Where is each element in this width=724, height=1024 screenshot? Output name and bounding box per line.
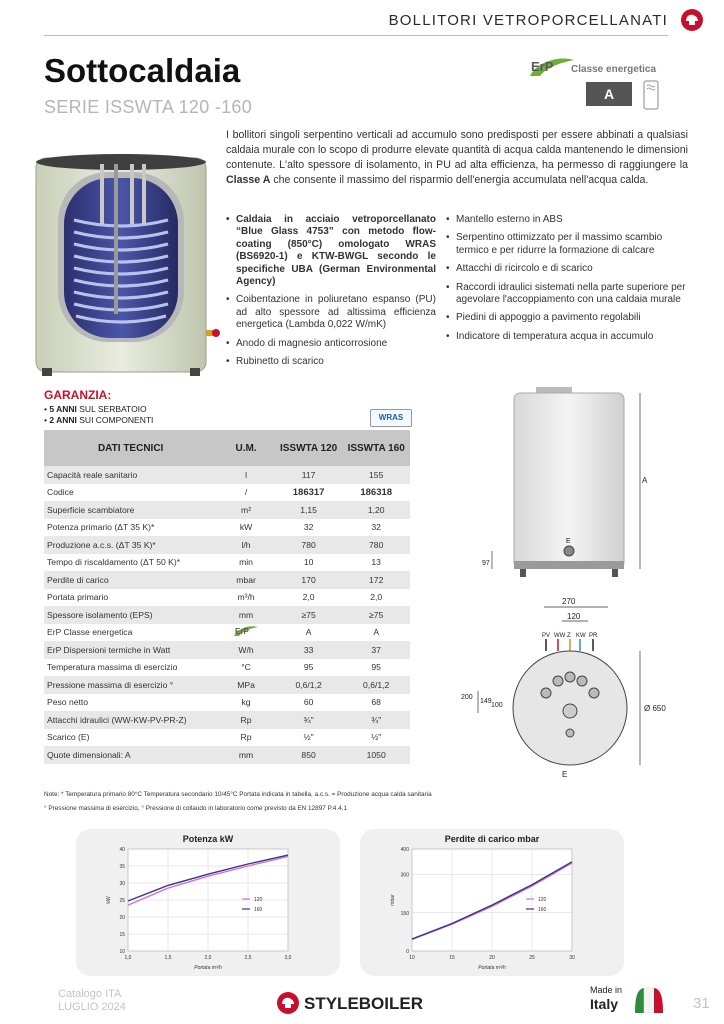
made-in-label: Made in [590,985,623,995]
dim-120: 120 [567,612,581,621]
table-cell-label: ErP Dispersioni termiche in Watt [44,641,217,659]
italian-flag-icon [632,985,666,1015]
table-cell-value: 780 [342,536,410,554]
table-cell-value: 1,15 [275,501,343,519]
table-cell-unit: l/h [217,536,275,554]
table-row [44,501,410,519]
table-cell-label: Peso netto [44,694,217,712]
dim-270: 270 [562,597,576,606]
warranty-item: • 5 ANNI SUL SERBATOIO [44,404,147,414]
table-cell-label: Potenza primario (ΔT 35 K)* [44,519,217,537]
table-header: U.M. [217,430,275,466]
chart-x-label: Portata m³/h [478,965,506,971]
table-cell-label: Superficie scambiatore [44,501,217,519]
drawing-label-a: A [642,476,648,485]
table-cell-label: ErP Classe energetica [44,624,217,642]
table-cell-unit: m² [217,501,275,519]
svg-text:ErP: ErP [235,627,249,637]
table-cell-value: 186318 [342,484,410,502]
warranty-years: 2 ANNI [49,415,77,425]
table-cell-value: ½" [275,729,343,747]
features-list-right [446,214,696,349]
table-header: ISSWTA 160 [342,430,410,466]
table-cell-value: A [342,624,410,642]
table-body [44,466,410,764]
table-cell-unit: / [217,484,275,502]
top-view-drawing [458,593,668,783]
conn-pr: PR [589,633,598,639]
table-row [44,466,410,484]
table-cell-unit: mm [217,746,275,764]
feature-item: • Serpentino ottimizzato per il massimo scambio termico e per ridurre la formazione di calcare [446,232,696,257]
chart-pressure-loss-svg [360,829,624,976]
chart-y-label: mbar [390,894,396,906]
front-view-drawing [478,385,653,585]
wras-badge: WRAS [370,409,412,427]
chart-y-label: kW [106,896,112,904]
features-list-left [226,214,436,374]
energy-class-label: Classe energetica [571,64,657,75]
table-cell-label: Spessore isolamento (EPS) [44,606,217,624]
table-cell-label: Pressione massima di esercizio ° [44,676,217,694]
conn-ww: WW [554,633,566,639]
table-note: Note: * Temperatura primario 80°C Temperatura secondario 10/45°C Portata indicata in tabella, a.c.s. = Produzione acqua calda sanitaria [44,791,432,798]
feature-item: • Raccordi idraulici sistemati nella parte superiore per agevolare l'accoppiamento con una caldaia murale [446,282,696,307]
table-cell-unit: W/h [217,641,275,659]
chart-x-tick: 1,0 [124,955,132,961]
table-note: ° Pressione massima di esercizio, ° Pressione di collaudo in laboratorio come previsto da EN 12897 P.4.4.1 [44,805,348,812]
header-divider [44,35,668,36]
dim-97: 97 [482,560,490,567]
table-row [44,676,410,694]
warranty-title: GARANZIA: [44,388,112,402]
table-cell-value: 95 [342,659,410,677]
table-cell-value: 117 [275,466,343,484]
table-cell-unit: mbar [217,571,275,589]
table-cell-label: Tempo di riscaldamento (ΔT 50 K)* [44,554,217,572]
table-cell-value: 95 [275,659,343,677]
feature-item: • Mantello esterno in ABS [446,214,696,226]
table-cell-unit: Rp [217,711,275,729]
feature-item: • Attacchi di ricircolo e di scarico [446,263,696,275]
table-cell-unit: °C [217,659,275,677]
drawing-label-e2: E [562,770,568,779]
table-cell-label: Temperatura massima di esercizio [44,659,217,677]
table-row [44,484,410,502]
erp-logo [528,56,576,78]
chart-x-tick: 25 [529,955,535,961]
feature-item: • Indicatore di temperatura acqua in accumulo [446,331,696,343]
table-cell-value: 13 [342,554,410,572]
chart-x-tick: 10 [409,955,415,961]
table-cell-label: Quote dimensionali: A [44,746,217,764]
table-cell-value: ¾" [342,711,410,729]
erp-logo-text: ErP [531,59,554,74]
feature-item: • Piedini di appoggio a pavimento regolabili [446,312,696,324]
chart-legend-label: 160 [538,907,547,913]
warranty-scope: SUI COMPONENTI [76,415,154,425]
table-cell-value: 2,0 [342,589,410,607]
intro-paragraph [226,128,688,188]
table-header: DATI TECNICI [44,430,217,466]
feature-item: • Rubinetto di scarico [226,356,436,368]
energy-class-badge: A [586,82,632,106]
chart-y-tick: 150 [400,910,409,917]
feature-item: • Anodo di magnesio anticorrosione [226,338,436,350]
chart-y-tick: 300 [400,872,409,879]
styleboiler-logo-icon [680,8,704,32]
footer-catalog-date: LUGLIO 2024 [58,1001,126,1013]
table-cell-value: 2,0 [275,589,343,607]
chart-x-tick: 2,5 [244,955,252,961]
table-cell-value: 32 [342,519,410,537]
table-cell-value: 172 [342,571,410,589]
table-cell-value: ¾" [275,711,343,729]
chart-x-label: Portata m³/h [194,965,222,971]
dim-100: 100 [491,702,503,709]
table-row [44,589,410,607]
table-row [44,641,410,659]
table-cell-label: Produzione a.c.s. (ΔT 35 K)* [44,536,217,554]
table-cell-value: ≥75 [275,606,343,624]
table-cell-value: 850 [275,746,343,764]
page-number: 31 [693,995,710,1012]
chart-legend-label: 120 [538,897,547,903]
chart-y-tick: 25 [119,898,125,904]
chart-y-tick: 400 [400,847,409,853]
table-row [44,711,410,729]
chart-y-tick: 40 [119,847,125,853]
warranty-scope: SUL SERBATOIO [76,404,147,414]
chart-x-tick: 20 [489,955,495,961]
table-cell-value: 186317 [275,484,343,502]
page-subtitle: SERIE ISSWTA 120 -160 [44,97,253,117]
conn-pv: PV [542,633,551,639]
boiler-cutaway-image [34,150,220,378]
table-cell-label: Portata primario [44,589,217,607]
table-cell-value: 0,6/1,2 [275,676,343,694]
header-title: BOLLITORI VETROPORCELLANATI [388,12,668,29]
warranty-list [44,404,153,426]
chart-y-tick: 30 [119,881,125,887]
table-cell-unit: Rp [217,729,275,747]
table-cell-value: 0,6/1,2 [342,676,410,694]
table-cell-value: ½" [342,729,410,747]
table-row [44,659,410,677]
table-row [44,606,410,624]
chart-legend-label: 120 [254,897,263,903]
chart-legend-label: 160 [254,907,263,913]
table-cell-label: Perdite di carico [44,571,217,589]
intro-text-1: I bollitori singoli serpentino verticali ad accumulo sono predisposti per essere abbinati a qualsiasi caldaia murale con lo scopo di produrre elevate quantità di acqua calda mantenendo le dimensioni contenute. L'alto spessore di isolamento, in PU ad alta efficienza, ha permesso di raggiungere la [226,129,688,171]
conn-kw: KW [576,633,586,639]
table-cell-value: 68 [342,694,410,712]
table-row [44,729,410,747]
table-cell-value: 60 [275,694,343,712]
chart-title: Potenza kW [182,834,234,844]
table-row [44,624,410,642]
table-cell-value: 155 [342,466,410,484]
footer-catalog-line: Catalogo ITA [58,988,122,1000]
table-header-row [44,430,410,466]
table-cell-value: 33 [275,641,343,659]
table-row [44,694,410,712]
chart-pressure-loss [360,829,624,976]
warranty-years: 5 ANNI [49,404,77,414]
dim-650: Ø 650 [644,704,666,713]
table-cell-label: Capacità reale sanitario [44,466,217,484]
chart-y-tick: 15 [119,932,125,938]
feature-item: • Caldaia in acciaio vetroporcellanato “Blue Glass 4753” con metodo flow-coating (850°C) omologato WRAS (BS6920-1) e KTW-BWGL secondo le specifiche UBA (German Environmental Agency) [226,214,436,288]
table-cell-value: 1,20 [342,501,410,519]
table-cell-value: 32 [275,519,343,537]
chart-x-tick: 15 [449,955,455,961]
table-cell-value: 1050 [342,746,410,764]
page-title: Sottocaldaia [44,52,241,89]
footer-catalog [58,988,126,1014]
table-cell-value: 780 [275,536,343,554]
dim-149: 149 [480,698,492,705]
chart-power [76,829,340,976]
table-cell-unit: mm [217,606,275,624]
chart-title: Perdite di carico mbar [444,834,540,844]
table-cell-value: 170 [275,571,343,589]
table-row [44,554,410,572]
technical-data-table [44,430,410,764]
table-cell-unit: MPa [217,676,275,694]
table-row [44,519,410,537]
intro-text-2: che consente il massimo del risparmio dell'energia accumulata nell'acqua calda. [270,174,649,186]
table-cell-unit: kg [217,694,275,712]
chart-x-tick: 2,0 [204,955,212,961]
styleboiler-brand-logo [276,991,452,1015]
brand-name: STYLEBOILER [304,994,424,1013]
chart-y-tick: 35 [119,864,125,870]
table-cell-label: Scarico (E) [44,729,217,747]
drawing-label-e: E [566,538,571,545]
chart-y-tick: 0 [406,949,409,955]
warranty-item: • 2 ANNI SUI COMPONENTI [44,415,154,425]
table-cell-value: 37 [342,641,410,659]
table-cell-label: Attacchi idraulici (WW-KW-PV-PR-Z) [44,711,217,729]
table-row [44,571,410,589]
table-row [44,746,410,764]
table-cell-value: ≥75 [342,606,410,624]
chart-x-tick: 30 [569,955,575,961]
dim-200: 200 [461,694,473,701]
table-header: ISSWTA 120 [275,430,343,466]
table-cell-value: A [275,624,343,642]
table-row [44,536,410,554]
italy-label: Italy [590,996,619,1012]
tank-icon [643,80,659,110]
conn-z: Z [567,633,571,639]
chart-x-tick: 3,0 [284,955,292,961]
table-cell-value: 10 [275,554,343,572]
table-cell-unit: kW [217,519,275,537]
chart-y-tick: 20 [119,915,125,921]
chart-power-svg [76,829,340,976]
table-cell-label: Codice [44,484,217,502]
chart-x-tick: 1,5 [164,955,172,961]
table-cell-unit: min [217,554,275,572]
table-cell-unit: l [217,466,275,484]
feature-item: • Coibentazione in poliuretano espanso (PU) ad alto spessore ad altissima efficienza energetica (Lambda 0,022 W/mK) [226,294,436,331]
intro-text-bold: Classe A [226,174,271,186]
erp-table-icon [217,624,275,642]
table-cell-unit: m³/h [217,589,275,607]
chart-y-tick: 10 [119,949,125,955]
